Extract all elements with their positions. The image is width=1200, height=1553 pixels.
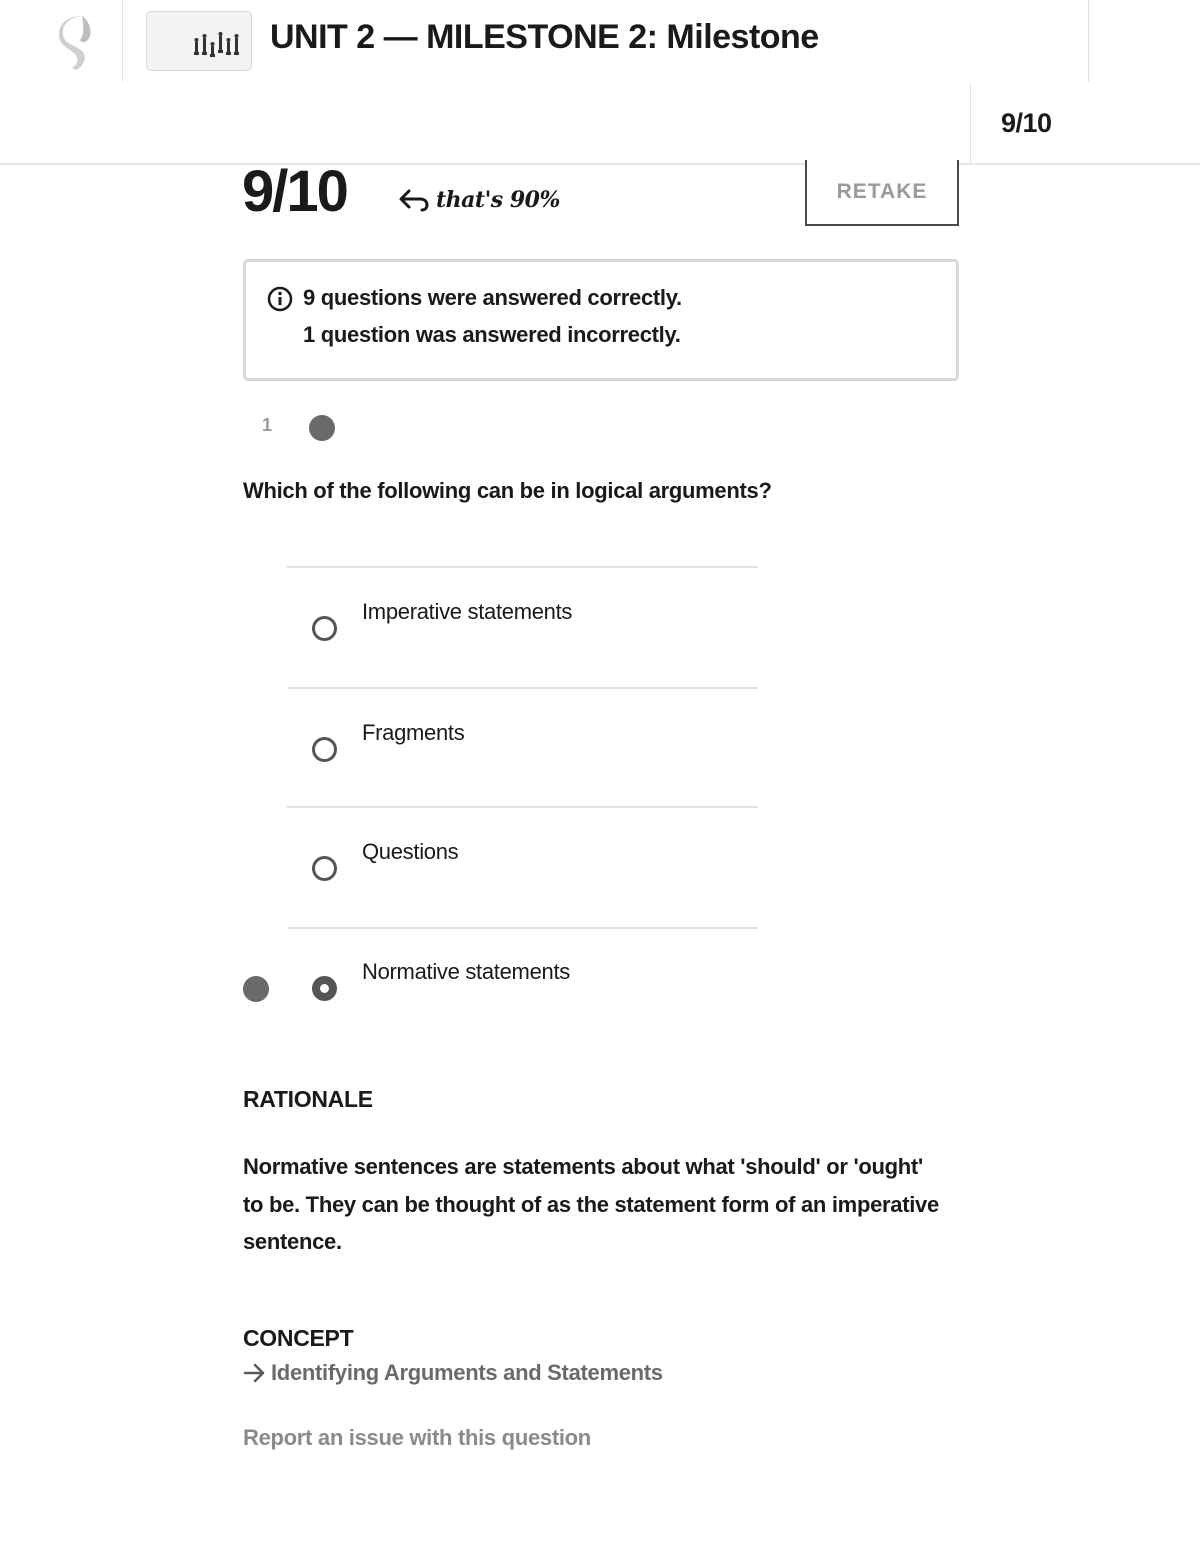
course-thumbnail-icon	[147, 12, 253, 72]
option-label: Fragments	[362, 720, 465, 745]
report-issue-link[interactable]: Report an issue with this question	[243, 1425, 591, 1450]
unit-title: UNIT 2 — MILESTONE 2: Milestone	[270, 18, 819, 56]
concept-link-label: Identifying Arguments and Statements	[271, 1360, 663, 1385]
option-label: Imperative statements	[362, 599, 573, 624]
results-summary	[243, 259, 959, 381]
answer-option[interactable]	[287, 808, 758, 926]
arrow-right-icon	[243, 1362, 267, 1384]
info-icon	[267, 286, 293, 312]
option-label: Normative statements	[362, 959, 570, 984]
concept-heading: CONCEPT	[243, 1325, 354, 1351]
retake-button[interactable]: RETAKE	[805, 160, 959, 226]
header-score-tab[interactable]: 9/10	[1001, 108, 1052, 138]
option-radio[interactable]	[312, 737, 337, 762]
return-arrow-icon	[398, 187, 430, 213]
course-thumbnail	[146, 11, 252, 71]
answer-option[interactable]	[287, 689, 758, 807]
question-number: 1	[262, 415, 273, 435]
logo-icon[interactable]	[52, 12, 102, 72]
header-bottom-rule	[0, 163, 1200, 165]
header-divider-right	[1088, 0, 1089, 82]
selected-answer-marker	[243, 976, 269, 1002]
score-tab-divider	[970, 82, 971, 164]
question-text: Which of the following can be in logical arguments?	[243, 478, 772, 503]
header-divider	[122, 0, 123, 82]
percent-text: that's 90%	[436, 187, 560, 213]
score-value: 9/10	[242, 159, 347, 224]
rationale-heading: RATIONALE	[243, 1086, 373, 1112]
option-radio[interactable]	[312, 616, 337, 641]
option-radio[interactable]	[312, 856, 337, 881]
question-status-dot	[309, 415, 335, 441]
option-radio-selected[interactable]	[312, 976, 337, 1001]
answer-option[interactable]	[287, 568, 758, 686]
option-label: Questions	[362, 839, 459, 864]
incorrect-count-text: 1 question was answered incorrectly.	[303, 322, 681, 347]
correct-count-text: 9 questions were answered correctly.	[303, 285, 682, 310]
answer-option-selected[interactable]	[287, 929, 758, 1047]
rationale-text: Normative sentences are statements about what 'should' or 'ought' to be. They can be thought of as the statement form of an imperative sentence.	[243, 1154, 939, 1254]
concept-link[interactable]	[243, 1360, 663, 1386]
percent-note	[398, 182, 560, 218]
